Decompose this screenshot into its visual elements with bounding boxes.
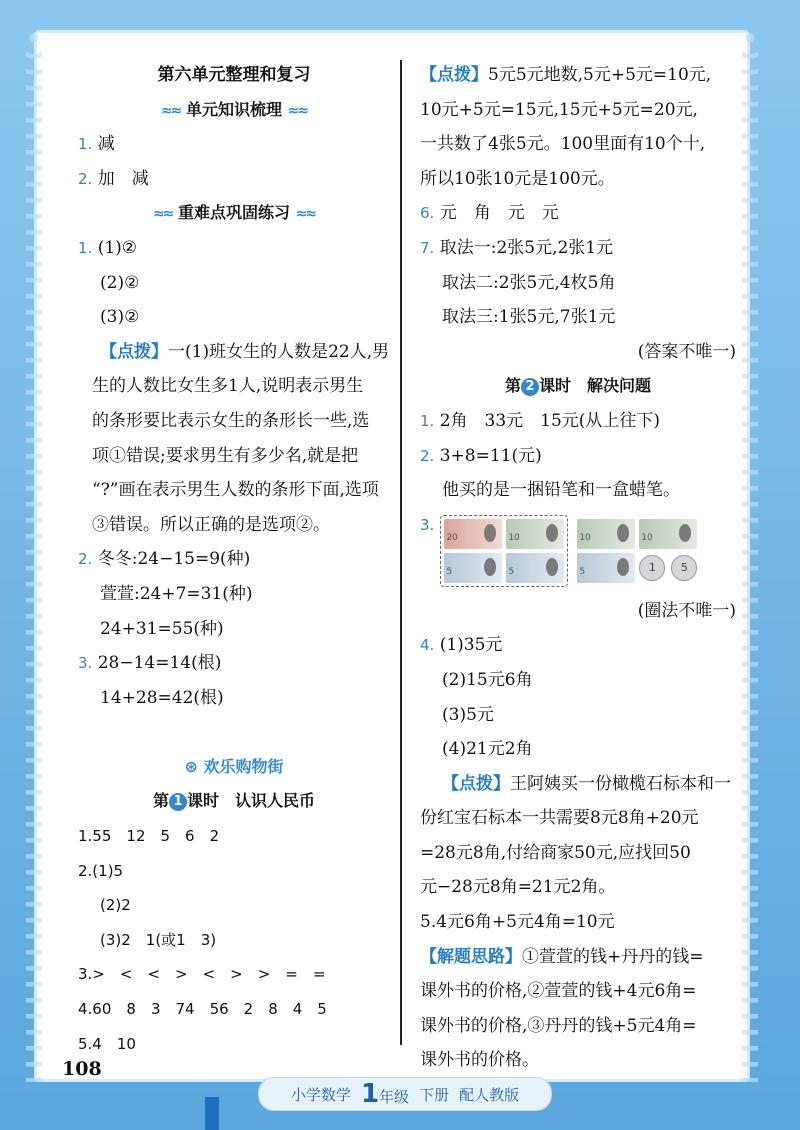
answer-line: (3)② [100, 307, 140, 328]
answer-line: 取法二:2张5元,4枚5角 [442, 272, 616, 293]
unit-heading: ⊛ 欢乐购物街 [184, 756, 284, 776]
answer-line: 3.> < < > < > > = = [78, 965, 326, 984]
answer-2: 加 减 [97, 168, 149, 189]
footer-term: 下册 [419, 1085, 450, 1104]
coin-image: 1 [639, 555, 665, 581]
answer-line: (2)15元6角 [442, 669, 533, 690]
tip-line: =28元8角,付给商家50元,应找回50 [420, 842, 691, 863]
answer-line: 萱萱:24+7=31(种) [100, 583, 253, 604]
banknote-image: 20 [444, 519, 502, 549]
answer-line: (4)21元2角 [442, 739, 533, 760]
note: (圈法不唯一) [637, 600, 736, 621]
banknote-image: 10 [506, 519, 564, 549]
unit-icon: ⊛ [184, 756, 198, 776]
footer-grade: 年级 [379, 1088, 410, 1106]
tip-line: 生的人数比女生多1人,说明表示男生 [92, 376, 364, 397]
tip-line: 的条形要比表示女生的条形长一些,选 [92, 410, 370, 431]
tip-line: 所以10张10元是100元。 [420, 168, 615, 189]
answer-line: 1.55 12 5 6 2 [78, 827, 220, 846]
money-figure: 3. 20 10 5 5 10 10 5 1 5 [420, 508, 736, 594]
column-divider [400, 60, 402, 1045]
chapter-title: 第六单元整理和复习 [157, 65, 311, 85]
tip-line: 【点拨】王阿姨买一份橄榄石标本和一 [442, 773, 731, 794]
lesson-1-heading: 第 1 课时 认识人民币 [152, 791, 316, 811]
tip-line: 课外书的价格,③丹丹的钱+5元4角= [420, 1015, 697, 1036]
banknote-image: 10 [577, 519, 635, 549]
tip-line: 份红宝石标本一共需要8元8角+20元 [420, 808, 699, 829]
tip-line: 10元+5元=15元,15元+5元=20元, [420, 99, 698, 120]
answer-line: 取法三:1张5元,7张1元 [442, 307, 616, 328]
answer-line: (3)5元 [442, 704, 494, 725]
footer-edition: 配人教版 [459, 1085, 520, 1104]
tip-line: “?”画在表示男生人数的条形下面,选项 [92, 480, 379, 501]
tip-line: 【解题思路】①萱萱的钱+丹丹的钱= [420, 946, 704, 967]
footer-subject: 小学数学 [290, 1085, 351, 1104]
section-heading-knowledge: ≈≈ 单元知识梳理 ≈≈ [160, 99, 308, 119]
note: (答案不唯一) [637, 341, 736, 362]
banknote-image: 5 [506, 553, 564, 583]
tip-line: 课外书的价格,②萱萱的钱+4元6角= [420, 981, 697, 1002]
remaining-money-group [574, 516, 700, 586]
right-border-decoration [742, 30, 758, 1082]
answer-line: 4.60 8 3 74 56 2 8 4 5 [78, 1000, 327, 1019]
answer-line: 他买的是一捆铅笔和一盒蜡笔。 [442, 480, 680, 501]
tip-line: 【点拨】5元5元地数,5元+5元=10元, [420, 65, 712, 85]
tip-line: 项①错误;要求男生有多少名,就是把 [92, 445, 359, 466]
footer-badge [258, 1077, 552, 1111]
answer-line: (2)2 [100, 896, 131, 915]
answer-1: 减 [97, 134, 115, 155]
answer-line: 5.4 10 [78, 1034, 136, 1053]
tip-line: 元−28元8角=21元2角。 [420, 877, 616, 898]
left-border-decoration [26, 30, 42, 1082]
coin-image: 5 [671, 555, 697, 581]
banknote-image: 10 [639, 519, 697, 549]
answer-line: 14+28=42(根) [100, 687, 224, 708]
right-column: 【点拨】5元5元地数,5元+5元=10元, 10元+5元=15元,15元+5元=20元, 一共数了4张5元。100里面有10个十, 所以10张10元是100元。 6. 元 角 元 元 7. 取法一:2张5元,2张1元 取法二:2张5元,4枚5角 取法三:1张5元,7张1元 (答案不唯一) 第 2 课时 解决问题 1. 2角 33元 15元(从上往下) 2. 3+8=11(元) 他买的是一捆铅笔和一盒蜡笔。 3. 20 10 5 5 10 10 5 1 5 (圈法不唯一) 4. (1)35元 (2)15元6角 (3)5元 (4)21元2角 【点拨】王阿姨买一份橄榄石标本和一 份红宝石标本一共需要8元8角+20元 =28元8角,付给商家50元,应找回50 元−28元8角=21元2角。 5.4元6角+5元4角=10元 【解题思路】①萱萱的钱+丹丹的钱= 课外书的价格,②萱萱的钱+4元6角= 课外书的价格,③丹丹的钱+5元4角= 课外书的价格。 [420, 58, 736, 1078]
left-column: 第六单元整理和复习 ≈≈ 单元知识梳理 ≈≈ 1. 减 2. 加 减 ≈≈ 重难点巩固练习 ≈≈ 1. (1)② (2)② (3)② 【点拨】一(1)班女生的人数是22人,男 生的人数比女生多1人,说明表示男生 的条形要比表示女生的条形长一些,选 项①错误;要求男生有多少名,就是把 “?”画在表示男生人数的条形下面,选项 ③错误。所以正确的是选项②。 2. 冬冬:24−15=9(种) 萱萱:24+7=31(种) 24+31=55(种) 3. 28−14=14(根) 14+28=42(根) ⊛ 欢乐购物街 第 1 课时 认识人民币 1.55 12 5 6 2 2.(1)5 (2)2 (3)2 1(或1 3) 3.> < < > < > > = = 4.60 8 3 74 56 2 8 4 5 5.4 10 [78, 58, 390, 1061]
book-spine-mark [205, 1097, 219, 1130]
tip-line: 一共数了4张5元。100里面有10个十, [420, 134, 706, 155]
answer-line: 5.4元6角+5元4角=10元 [420, 912, 615, 933]
banknote-image: 5 [444, 553, 502, 583]
tip-line: 【点拨】一(1)班女生的人数是22人,男 [100, 341, 390, 362]
section-heading-practice: ≈≈ 重难点巩固练习 ≈≈ [152, 203, 316, 223]
answer-line: 2.(1)5 [78, 861, 124, 880]
answer-line: 24+31=55(种) [100, 618, 224, 639]
banknote-image: 5 [577, 553, 635, 583]
page-number: 108 [62, 1058, 102, 1080]
lesson-2-heading: 第 2 课时 解决问题 [504, 376, 652, 396]
circled-money-group [440, 515, 568, 587]
answer-line: (2)② [100, 272, 140, 293]
tip-line: 课外书的价格。 [420, 1050, 539, 1071]
tip-line: ③错误。所以正确的是选项②。 [92, 514, 330, 535]
answer-line: (3)2 1(或1 3) [100, 930, 217, 949]
footer-grade-number: 1 [360, 1079, 380, 1109]
